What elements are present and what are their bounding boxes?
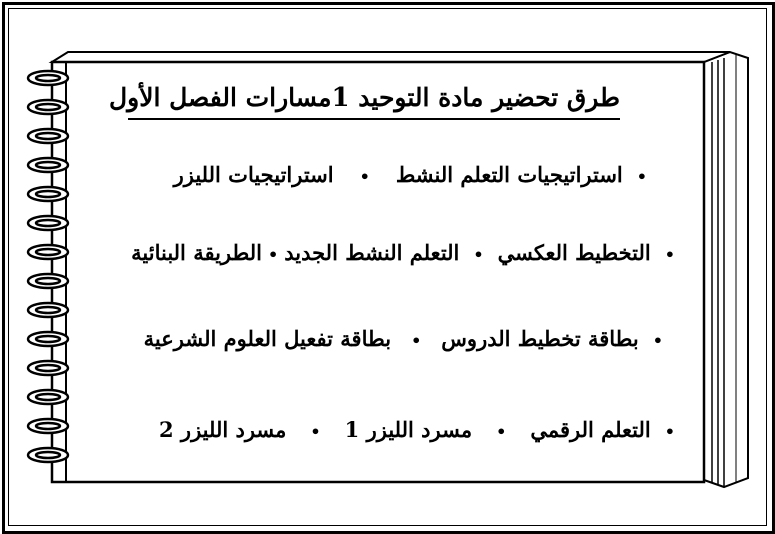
title-number: 1 — [331, 83, 350, 113]
list-item: استراتيجيات الليزر — [173, 162, 334, 187]
bullet-marker: • — [664, 422, 675, 441]
bullet-marker: • — [636, 167, 647, 186]
list-item: الطريقة البنائية — [131, 240, 262, 265]
bullet-marker: • — [411, 331, 422, 350]
list-item: التعلم الرقمي — [530, 417, 651, 442]
list-item: مسرد الليزر 2 — [159, 417, 287, 442]
title-prefix: طرق تحضير مادة التوحيد — [349, 83, 620, 112]
bullet-marker: • — [267, 245, 279, 264]
list-item: بطاقة تخطيط الدروس — [441, 326, 639, 351]
bullet-marker: • — [664, 245, 675, 264]
list-row-1 — [174, 160, 661, 192]
list-item: التعلم النشط الجديد — [284, 240, 460, 265]
list-row-2 — [97, 238, 689, 270]
list-item: استراتيجيات التعلم النشط — [395, 162, 623, 187]
bullet-marker: • — [359, 167, 370, 186]
bullet-marker: • — [652, 331, 663, 350]
list-row-4 — [159, 415, 689, 447]
title-suffix: مسارات الفصل الأول — [108, 83, 332, 112]
bullet-marker: • — [496, 422, 507, 441]
list-item: مسرد الليزر 1 — [344, 417, 473, 442]
list-item: التخطيط العكسي — [497, 240, 651, 265]
page-title — [108, 78, 620, 120]
bullet-marker: • — [310, 422, 321, 441]
list-row-3 — [144, 324, 677, 356]
list-item: بطاقة تفعيل العلوم الشرعية — [143, 326, 392, 351]
bullet-marker: • — [473, 245, 484, 264]
